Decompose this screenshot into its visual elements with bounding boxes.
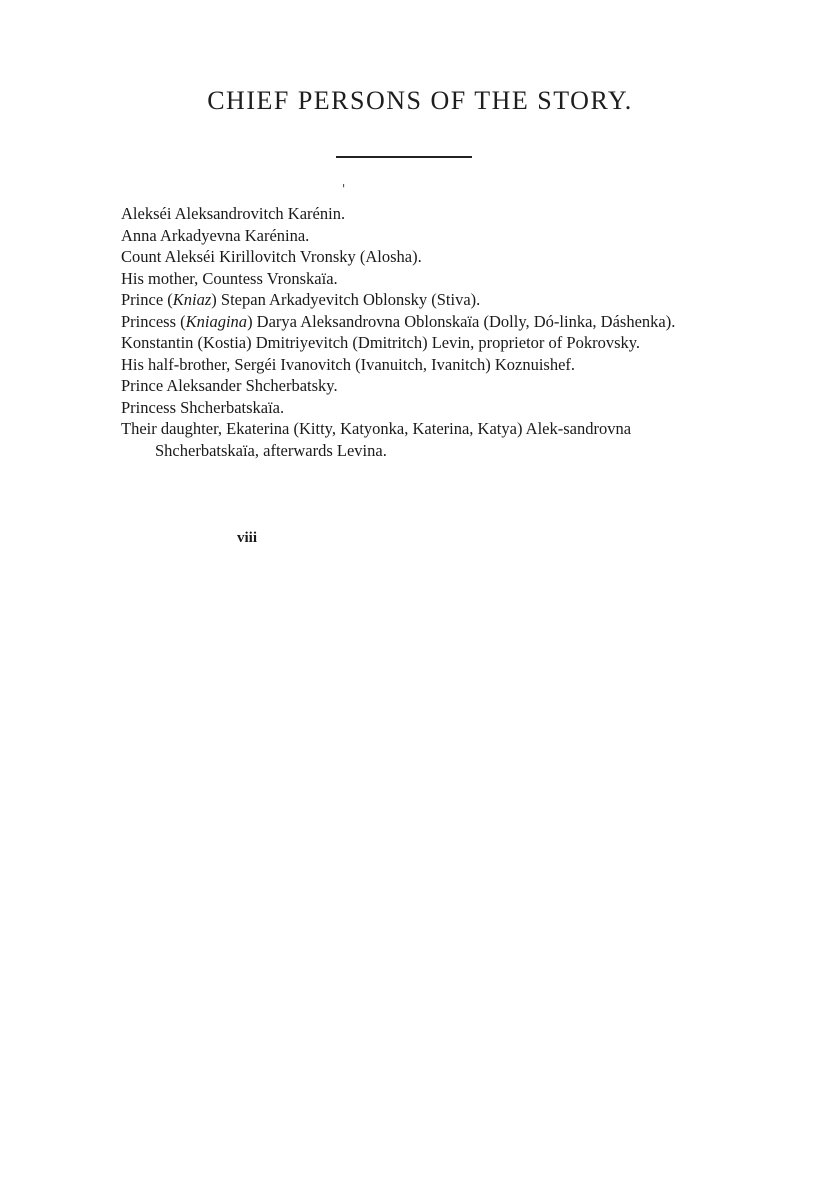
- title-divider-rule: [336, 156, 472, 158]
- title-term-kniagina: Kniagina: [185, 311, 248, 331]
- character-entry: Their daughter, Ekaterina (Kitty, Katyonka, Katerina, Katya) Alek-sandrovna Shcherbatskaïa, afterwards Levina.: [121, 419, 632, 460]
- character-entry: Prince (Kniaz) Stepan Arkadyevitch Oblonsky (Stiva).: [121, 290, 481, 309]
- character-entry: Prince Aleksander Shcherbatsky.: [121, 376, 338, 395]
- character-entry: Count Alekséi Kirillovitch Vronsky (Alosha).: [121, 247, 422, 266]
- character-entry: Anna Arkadyevna Karénina.: [121, 225, 310, 245]
- stray-mark: ': [342, 182, 346, 196]
- character-list: [121, 203, 687, 461]
- character-entry: Konstantin (Kostia) Dmitriyevitch (Dmitritch) Levin, proprietor of Pokrovsky.: [121, 333, 641, 352]
- character-entry: Princess Shcherbatskaïa.: [121, 397, 285, 417]
- character-entry: His half-brother, Sergéi Ivanovitch (Ivanuitch, Ivanitch) Koznuishef.: [121, 354, 576, 374]
- page-number: viii: [237, 530, 258, 546]
- character-entry: His mother, Countess Vronskaïa.: [121, 268, 338, 288]
- page-title: CHIEF PERSONS OF THE STORY.: [207, 86, 633, 115]
- character-entry: Princess (Kniagina) Darya Aleksandrovna Oblonskaïa (Dolly, Dó-linka, Dáshenka).: [121, 311, 676, 331]
- title-term-kniaz: Kniaz: [172, 290, 212, 309]
- character-entry: Alekséi Aleksandrovitch Karénin.: [121, 204, 346, 223]
